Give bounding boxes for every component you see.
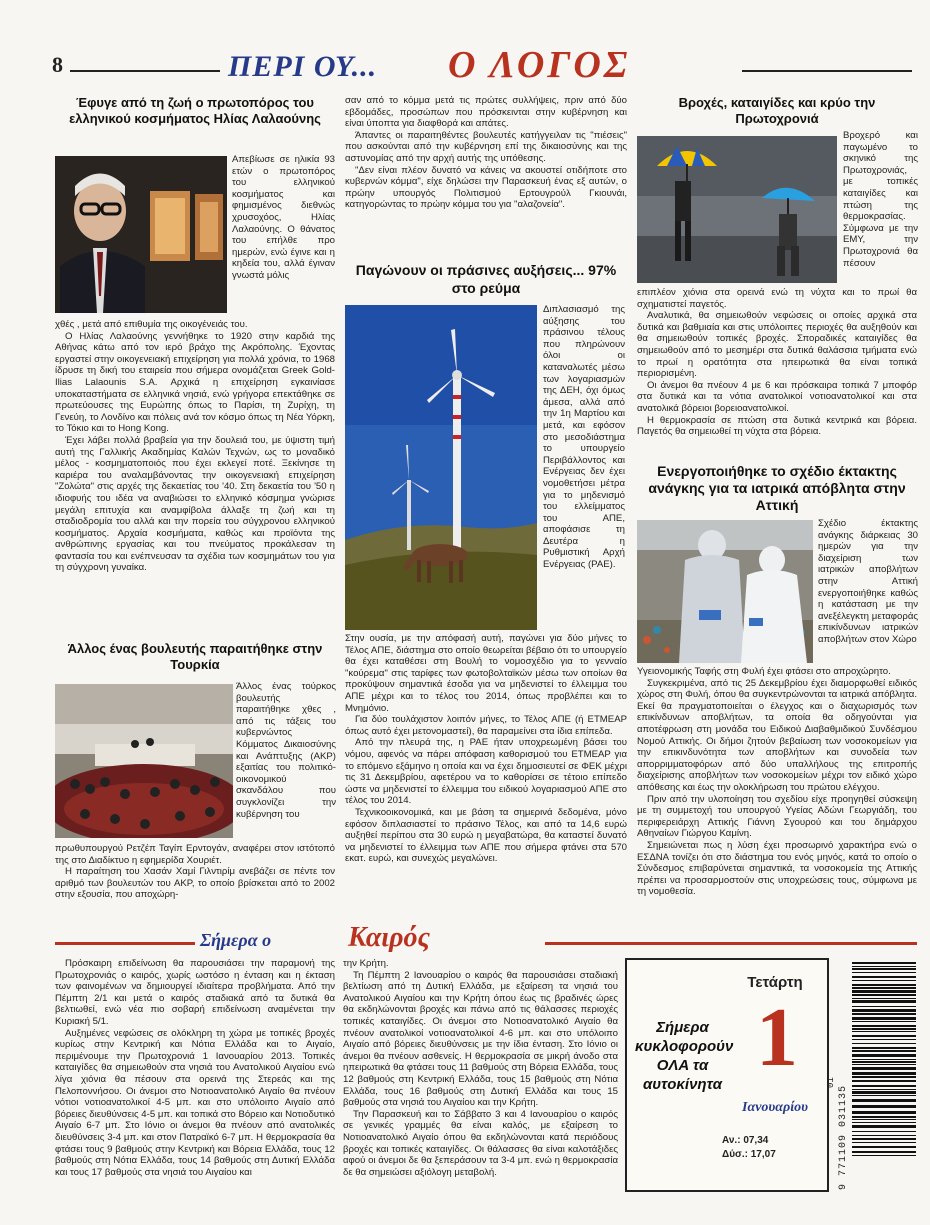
- article2-p1: πρωθυπουργού Ρετζέπ Ταγίπ Ερντογάν, αναφέρει στον ιστότοπό της στο Διαδίκτυο η εφημερίδα Χουριέτ.: [55, 843, 335, 866]
- article2-p4: Άπαντες οι παραιτηθέντες βουλευτές κατήγγειλαν τις "πιέσεις" που ασκούνται από την κυβέρνηση επί της δικαιοσύνης και της αστυνομίας από την αρχή αυτής της υπόθεσης.: [345, 129, 627, 164]
- article3-wrap-text: Διπλασιασμό της αύξησης του πράσινου τέλους που πληρώνουν όλοι οι καταναλωτές μέσω των λογαριασμών της ΔΕΗ, όχι όμως άμεσα, αλλά από την 1η Μαρτίου και μετά, και εφόσον στο μεσοδιάστημα το υπουργείο Περιβάλλοντος και Ενέργειας δεν έχει νομοθετήσει μέτρα για το μηδενισμό του ελλείμματος του ΑΠΕ, αποφάσισε τη Δευτέρα η Ρυθμιστική Αρχή Ενέργειας (ΡΑΕ).: [543, 304, 625, 571]
- article1-body: [55, 319, 335, 574]
- article5-wrap-text: Σχέδιο έκτακτης ανάγκης διάρκειας 30 ημερών για την διαχείριση των ιατρικών αποβλήτων στην Αττική ενεργοποιήθηκε καθώς η κατάσταση με την ανεξέλεγκτη μεταφοράς επικίνδυνων ιατρικών αποβλήτων στον Χώρο: [818, 518, 918, 645]
- barcode-bar: [852, 1061, 916, 1063]
- sunset-value: 17,07: [750, 1149, 776, 1160]
- date-month: Ιανουαρίου: [742, 1100, 808, 1115]
- barcode-bar: [852, 1085, 916, 1087]
- barcode-bar: [852, 1138, 916, 1140]
- header-title-right: Ο ΛΟΓΟΣ: [448, 44, 631, 86]
- article4-headline: Βροχές, καταιγίδες και κρύο την Πρωτοχρονιά: [678, 95, 876, 126]
- barcode-bar: [852, 1146, 916, 1148]
- barcode: [826, 958, 920, 1190]
- page-number: 8: [52, 52, 63, 77]
- weather-title-small: Σήμερα ο: [200, 930, 272, 950]
- barcode-bar: [852, 1105, 916, 1108]
- article4-p1: επιπλέον χιόνια στα ορεινά ενώ τη νύχτα και το πρωί θα σχηματιστεί παγετός.: [637, 287, 917, 310]
- barcode-bar: [852, 1080, 916, 1082]
- article5-p4: Σημειώνεται πως η λύση έχει προσωρινό χαρακτήρα ενώ ο ΕΣΔΝΑ τονίζει ότι στο διάστημα του ενός μηνός, κατά το οποίο ο Σύνδεσμος επιβαρύνεται σημαντικά, τα νοσοκομεία της Αττικής πρέπει να προσαρμοστούν στις υποχρεώσεις τους, σύμφωνα με τη νομοθεσία.: [637, 839, 917, 898]
- barcode-bar: [852, 1116, 916, 1118]
- date-box: [625, 958, 829, 1192]
- barcode-bar: [852, 966, 916, 967]
- article3-p4: Τεχνικοοικονομικά, και με βάση τα σημερινά δεδομένα, μόνο εφόσον διπλασιαστεί το πράσινο Τέλος, και από τα 14,6 ευρώ αυξηθεί περίπου στα 30 ευρώ η μεγαβατώρα, θα καταστεί δυνατό να μηδενιστεί το έλλειμμα των ΑΠΕ που σήμερα φτάνει στα 570 εκατ. ευρώ, και συνεχώς μεγαλώνει.: [345, 806, 627, 865]
- barcode-bar: [852, 1089, 916, 1090]
- sunrise-row: [722, 1135, 768, 1146]
- barcode-bar: [852, 1039, 916, 1040]
- article2-p5: "Δεν είναι πλέον δυνατό να κάνεις να ακουστεί οτιδήποτε στο κυβερνών κόμμα", είχε δηλώσει την Παρασκευή ένας εξ αυτών, ο πρώην υπουργός Πολιτισμού Ερτουγρούλ Γκιουνάι, κατηγορώντας το πρώην κόμμα του για "αλαζονεία".: [345, 164, 627, 211]
- barcode-bar: [852, 1067, 916, 1070]
- barcode-bar: [852, 1047, 916, 1049]
- article4-wrap-text: Βροχερό και παγωμένο το σκηνικό της Πρωτοχρονιάς, με τοπικές καταιγίδες και πτώση της θερμοκρασίας. Σύμφωνα με την ΕΜΥ, την Πρωτοχρονιά θα πέσουν: [843, 130, 918, 269]
- barcode-bar: [852, 1000, 916, 1003]
- article3-body: [345, 633, 627, 865]
- barcode-bar: [852, 1043, 916, 1044]
- barcode-bar: [852, 972, 916, 973]
- barcode-bar: [852, 962, 916, 964]
- weather-title-big: Καιρός: [348, 922, 430, 953]
- article2-headline: Άλλος ένας βουλευτής παραιτήθηκε στην Τουρκία: [67, 641, 323, 672]
- barcode-bar: [852, 1151, 916, 1153]
- weather-column-1: [55, 958, 335, 1178]
- weather-c2-p2: Την Παρασκευή και το Σάββατο 3 και 4 Ιανουαρίου ο καιρός σε γενικές γραμμές θα είναι καλός, με εξαίρεση το Νοτιοανατολικό Αιγαίο όπου θα εκδηλώνονται κατά περιόδους βροχές και τοπικές καταιγίδες. Οι θάλασσες θα είναι καλοτάξιδες αφού οι άνεμοι δε θα ξεπεράσουν τα 3-4 μπ. ενώ η θερμοκρασία δε θα σημειώσει αξιόλογη μεταβολή.: [343, 1108, 618, 1178]
- article5-photo: [637, 520, 813, 663]
- barcode-bar: [852, 1131, 916, 1132]
- barcode-bar: [852, 1142, 916, 1143]
- barcode-bar: [852, 990, 916, 993]
- barcode-bar: [852, 1009, 916, 1012]
- article1-p2: Ο Ηλίας Λαλαούνης γεννήθηκε το 1920 στην καρδιά της Αθήνας κάτω από τον ιερό βράχο της Ακρόπολης. Έχοντας εργαστεί στην οικογενειακή επιχείρηση για πολλά χρόνια, το 1968 ίδρυσε τη δική του εταιρεία που σήμερα ονομάζεται Greek Gold-Ilias Lalaounis S.A. Αρχικά η επιχείρηση εγκαινίασε υποκαταστήματα σε ελληνικά νησιά, ενώ γρήγορα επεκτάθηκε σε πρωτεύουσες της Ευρώπης όπως το Παρίσι, τη Ζυρίχη, τη Γενεύη, το Λονδίνο και πόλεις ανά τον κόσμο όπως τη Νέα Υόρκη, το Τόκιο και το Hong Kong.: [55, 330, 335, 435]
- article4-photo: [637, 136, 837, 283]
- article3-headline: Παγώνουν οι πράσινες αυξήσεις... 97% στο ρεύμα: [355, 262, 617, 296]
- header-rule-right: [742, 70, 912, 72]
- sunset-label: Δύσ.:: [722, 1149, 748, 1160]
- barcode-bar: [852, 987, 916, 989]
- article2-p2: Η παραίτηση του Χασάν Χαμί Γιλντιρίμ ανεβάζει σε πέντε τον αριθμό των βουλευτών του AKP, το οποίο βρίσκεται από το 2002 στην εξουσία, που αποχώρη-: [55, 866, 335, 901]
- barcode-bar: [852, 1035, 916, 1037]
- article5-p2: Συγκεκριμένα, από τις 25 Δεκεμβρίου έχει διαμορφωθεί ειδικός χώρος στη Φυλή, όπου θα συγκεντρώνονται τα ιατρικά απόβλητα. Εκεί θα πραγματοποιείται ο έλεγχος και ο διαχωρισμός των επικίνδυνων αποβλήτων, τα οποία θα οδηγούνται για αποτέφρωση στη μονάδα του Ειδικού Διαβαθμιδικού Συνδέσμου Νομού Αττικής. Οι δήμοι ζητούν βεβαίωση των νοσοκομείων για την επικινδυνότητα των αποβλήτων και συνοδεία των απορριμματοφόρων από δύο υπαλλήλους της επιτροπής διαχείρισης αποβλήτων των νοσοκομείων μέχρι τον ειδικό χώρο απόθεσης και έως την ολοκλήρωση του πρώτου ελέγχου.: [637, 677, 917, 793]
- barcode-bar: [852, 984, 916, 986]
- article3-p1: Στην ουσία, με την απόφασή αυτή, παγώνει για δύο μήνες το Τέλος ΑΠΕ, διάστημα στο οποίο θεωρείται βέβαιο ότι το υπουργείο θα έχει καταθέσει στη Βουλή το νομοσχέδιο για το γενναίο "κούρεμα" στις ταρίφες των φωτοβολταϊκών μέσω των οποίων θα προκύψουν σημαντικά έσοδα για να μηδενιστεί το έλλειμμα του ΑΠΕ μέχρι και το τέλος του 2014, όπως προβλέπει και το Μνημόνιο.: [345, 633, 627, 714]
- barcode-bar: [852, 1091, 916, 1094]
- weather-c2-p1: Τη Πέμπτη 2 Ιανουαρίου ο καιρός θα παρουσιάσει σταδιακή βελτίωση από τη Δυτική Ελλάδα, με εξαίρεση τα νησιά του Ανατολικού Αιγαίου και την Κρήτη όπου έως τις βραδινές ώρες θα εκδηλώνονται βροχές και πάνω από τις θάλασσες περιοχές τοπικές καταιγίδες. Οι άνεμοι στο Νοτιοανατολικό Αιγαίο θα πνέουν ανατολικοί νοτιοανατολικοί 4-6 μπ. και στο υπόλοιπο Αιγαίο από βόρειες διευθύνσεις με την ίδια ένταση. Στο Ιόνιο οι άνεμοι θα πνέουν ασθενείς. Η θερμοκρασία σε μικρή άνοδο στα ηπειρωτικά θα φτάσει τους 11 βαθμούς στη Βόρεια Ελλάδα, τους 12 βαθμούς στη Κεντρική Ελλάδα, τους 15 βαθμούς στη Νότια Ελλάδα, τους 16 βαθμούς στη Δυτική Ελλάδα και τους 15 βαθμούς στα νησιά του Αιγαίου και την Κρήτη.: [343, 969, 618, 1109]
- article2-p3: σαν από το κόμμα μετά τις πρώτες συλλήψεις, πριν από δύο εβδομάδες, προσώπων που πρόσκεινται στην κυβέρνηση και είναι ύποπτα για διαφθορά και απάτες.: [345, 95, 627, 130]
- barcode-bar: [852, 1021, 916, 1022]
- article2-wrap-text: Άλλος ένας τούρκος βουλευτής παραιτήθηκε χθες , από τις τάξεις του κυβερνώντος Κόμματος Δικαιοσύνης και Ανάπτυξης (AKP) εξαιτίας του πολιτικό-οικονομικού σκανδάλου που συγκλονίζει την κυβέρνηση του: [236, 681, 336, 820]
- barcode-bar: [852, 1095, 916, 1096]
- barcode-bar: [852, 998, 916, 999]
- barcode-bar: [852, 1064, 916, 1065]
- article2-photo: [55, 684, 233, 838]
- barcode-bar: [852, 1050, 916, 1052]
- article1-wrap-text: Απεβίωσε σε ηλικία 93 ετών ο πρωτοπόρος του ελληνικού κοσμήματος και φημισμένος διεθνώς χρυσοχόος, Ηλίας Λαλαούνης. Ο θάνατος του επήλθε προ ημερών, ενώ έγινε και η κηδεία του, αλλά έγιναν γνωστά μόλις: [232, 154, 335, 281]
- barcode-bar: [852, 1122, 916, 1123]
- article4-p4: Η θερμοκρασία σε πτώση στα δυτικά κεντρικά και βόρεια. Παγετός θα σημειωθεί τη νύχτα στα βόρεια.: [637, 414, 917, 438]
- article4-body: [637, 287, 917, 438]
- weather-c1-p1: Πρόσκαιρη επιδείνωση θα παρουσιάσει την παραμονή της Πρωτοχρονιάς ο καιρός, χωρίς ωστόσο η ένταση και η έκταση των φαινομένων να δημιουργεί ιδιαίτερα προβλήματα. Από την Πέμπτη 2/1 και μετά ο καιρός σταδιακά από τα δυτικά θα βελτιωθεί, ενώ νέα πιο σοβαρή επιδείνωση αναμένεται την Κυριακή 5/1.: [55, 958, 335, 1027]
- sunrise-label: Αν.:: [722, 1135, 741, 1146]
- article5-headline: Ενεργοποιήθηκε το σχέδιο έκτακτης ανάγκης για τα ιατρικά απόβλητα στην Αττική: [648, 463, 906, 513]
- barcode-bar: [852, 1111, 916, 1114]
- article2-body-b: [345, 95, 627, 211]
- barcode-bar: [852, 1006, 916, 1007]
- article3-p3: Από την πλευρά της, η ΡΑΕ ήταν υποχρεωμένη βάσει του νόμου, αφενός να πάρει απόφαση καθορισμού του ΕΤΜΕΑΡ για το επόμενο εξάμηνο η οποία και να έχει δημοσιευτεί σε ΦΕΚ μέχρι τις 31 Δεκεμβρίου, αφετέρου να το καθορίσει σε τέτοιο επίπεδο ώστε να μηδενιστεί το έλλειμμα του ειδικού λογαριασμού ΑΠΕ στο τέλος του 2014.: [345, 737, 627, 807]
- date-day: Τετάρτη: [747, 974, 803, 991]
- weather-rule-right: [545, 942, 917, 945]
- barcode-bar: [852, 1155, 916, 1156]
- weather-c2-p0: την Κρήτη.: [343, 958, 389, 969]
- barcode-bar: [852, 1099, 916, 1102]
- barcode-bar: [852, 1031, 916, 1032]
- barcode-bar: [852, 994, 916, 996]
- article5-p1: Υγειονομικής Ταφής στη Φυλή έχει φτάσει στο απροχώρητο.: [637, 666, 891, 677]
- header-rule-left: [70, 70, 220, 72]
- barcode-bar: [852, 1017, 916, 1020]
- date-number: 1: [756, 991, 798, 1084]
- barcode-bar: [852, 1125, 916, 1128]
- barcode-digits: 9 771109 031135: [838, 1084, 849, 1190]
- barcode-bar: [852, 1054, 916, 1057]
- barcode-bar: [852, 1028, 916, 1030]
- barcode-bar: [852, 1072, 916, 1075]
- barcode-bar: [852, 976, 916, 978]
- article3-photo: [345, 305, 537, 630]
- barcode-bar: [852, 980, 916, 981]
- traffic-notice: Σήμερα κυκλοφορούν ΟΛΑ τα αυτοκίνητα: [635, 1019, 734, 1093]
- article4-p3: Οι άνεμοι θα πνέουν 4 με 6 και πρόσκαιρα τοπικά 7 μποφόρ στα δυτικά και τα νότια ανατολικοί νοτιοανατολικοί και στα ανατολικά βόρειοι βορειοανατολικοί.: [637, 379, 917, 414]
- barcode-bar: [852, 1135, 916, 1136]
- barcode-bar: [852, 1059, 916, 1060]
- article2-body-a: [55, 843, 335, 901]
- barcode-bar: [852, 968, 916, 970]
- barcode-bar: [852, 1013, 916, 1015]
- article3-p2: Για δύο τουλάχιστον λοιπόν μήνες, το Τέλος ΑΠΕ (ή ΕΤΜΕΑΡ όπως αυτό έχει μετονομαστεί), θα παραμείνει στα ίδια επίπεδα.: [345, 714, 627, 737]
- article5-p3: Πριν από την υλοποίηση του σχεδίου είχε προηγηθεί σύσκεψη με τη συμμετοχή του υπουργού Υγείας Αδώνι Γεωργιάδη, του περιφερειάρχη Αττικής Γιάννη Σγουρού και του δημάρχου Αθηναίων Γιώργου Καμίνη.: [637, 793, 917, 840]
- sunrise-value: 07,34: [743, 1135, 769, 1146]
- barcode-bar: [852, 1025, 916, 1027]
- barcode-bar: [852, 1076, 916, 1078]
- article1-p1: χθές , μετά από επιθυμία της οικογένειάς του.: [55, 319, 248, 330]
- weather-rule-left: [55, 942, 195, 945]
- weather-c1-p2: Αυξημένες νεφώσεις σε ολόκληρη τη χώρα με τοπικές βροχές κυρίως στην Κεντρική και Νότια Ελλάδα και το Αιγαίο, περιμένουμε την Πρωτοχρονιά 1 Ιανουαρίου 2013. Τοπικές καταιγίδες θα σημειωθούν στα νησιά του Ανατολικού Αιγαίου ενώ λίγα χιόνια θα πέσουν στα ορεινά της Στερεάς και της Πελοποννήσου. Οι άνεμοι στο Νοτιοανατολικό Αιγαίο θα πνέουν νότιοι νοτιοανατολικοί 4-5 μπ. και στο υπόλοιπο Αιγαίο από βόρειες διευθύνσεις 4-5 μπ. και τοπικά στο Βόρειο και Νοτιοδυτικό Αιγαίο 6-7 μπ. Στο Ιόνιο οι άνεμοι θα πνέουν από ανατολικές διευθύνσεις 3-4 μπ. και στον Πατραϊκό 6-7 μπ. Η θερμοκρασία θα φτάσει τους 9 βαθμούς στην Κεντρική και Βόρεια Ελλάδα, τους 12 βαθμούς στη Νότια Ελλάδα, τους 14 βαθμούς στη Δυτική Ελλάδα και τους 17 βαθμούς στα νησιά του Αιγαίου και: [55, 1027, 335, 1178]
- article4-p2: Αναλυτικά, θα σημειωθούν νεφώσεις οι οποίες αρχικά στα δυτικά και βαθμιαία και στις υπόλοιπες περιοχές θα αυξηθούν και θα σημειωθούν τοπικές βροχές. Σποραδικές καταιγίδες θα σημειωθούν από το μεσημέρι στα δυτικά θαλάσσια τμήματα ενώ το πρωί η ορατότητα στα ηπειρωτικά θα είναι τοπικά περιορισμένη.: [637, 310, 917, 380]
- header-title-left: ΠΕΡΙ ΟΥ...: [228, 50, 378, 83]
- barcode-bar: [852, 1119, 916, 1120]
- article1-p3: Έχει λάβει πολλά βραβεία για την δουλειά του, με ύψιστη τιμή αυτή της Γαλλικής Ακαδημίας Καλών Τεχνών, ως το μοναδικό μέλος - κοσμηματοποιός που έχει εκλεγεί ποτέ. Ξεκίνησε τη καριέρα του αναλαμβάνοντας την οικογενειακή επιχείρηση "Ζολώτα" στις αρχές της δεκαετίας του '40. Στη δεκαετία του '50 η ιδιοφυής του ιδέα να αναβιώσει το ελληνικό κόσμημα γνώρισε μεγάλη επιτυχία και αναμφίβολα άλλαξε τη ζωή και τη σταδιοδρομία του αλλά και την πορεία του σύγχρονου ελληνικού κοσμήματος. Αρχαία κοσμήματα, καθώς και προϊόντα της ανθρώπινης εργασίας και του πνεύματος προκάλεσαν τη φαντασία του και ενέπνευσαν τα σχέδια των κοσμημάτων του για τη σύγχρονη γυναίκα.: [55, 434, 335, 574]
- barcode-addon: 01: [826, 1077, 836, 1088]
- article1-photo: [55, 156, 227, 313]
- article1-headline: Έφυγε από τη ζωή ο πρωτοπόρος του ελληνικού κοσμήματος Ηλίας Λαλαούνης: [69, 95, 321, 126]
- article5-body: [637, 666, 917, 898]
- sunset-row: [722, 1149, 776, 1160]
- weather-column-2: [343, 958, 618, 1178]
